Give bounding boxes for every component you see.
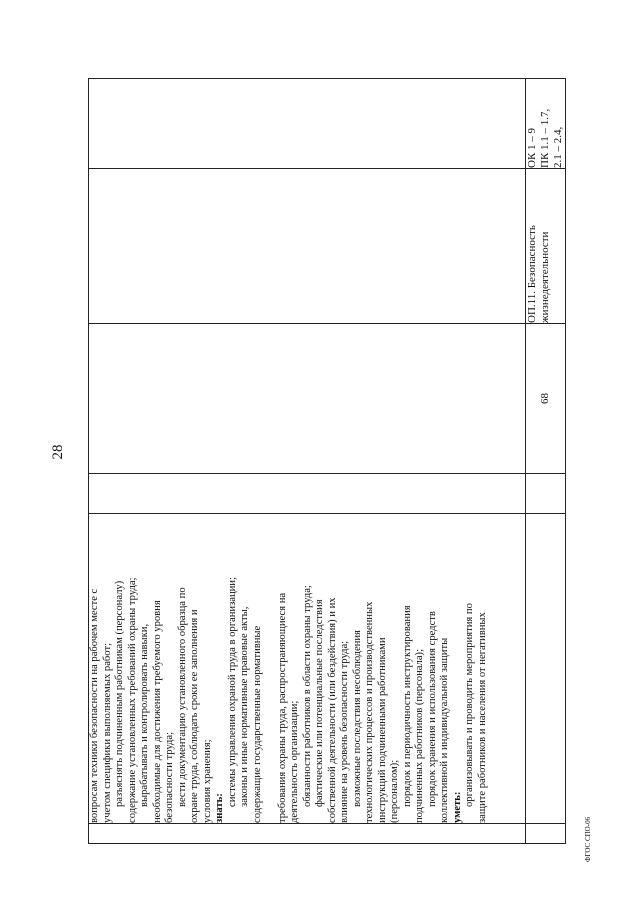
text-line: вести документацию установленного образца по	[176, 587, 188, 807]
text-line: системы управления охраной труда в организации;	[226, 577, 238, 807]
discipline-name: ОП.11. Безопасность жизнедеятельности	[526, 169, 566, 324]
text-line: охране труда, соблюдать сроки ее заполнения и	[189, 609, 200, 823]
index-cell	[89, 824, 526, 844]
max-load-cell	[89, 474, 526, 514]
text-line: инструкций подчиненными работниками	[376, 637, 388, 823]
text-line: необходимые для достижения требуемого уровня	[151, 600, 163, 823]
text-line: технологических процессов и производственных	[364, 601, 375, 823]
text-line: требования охраны труда, распространяющиеся на	[276, 592, 288, 823]
text-line: коллективной и индивидуальной защиты	[439, 637, 450, 823]
text-line: вырабатывать и контролировать навыки,	[139, 623, 150, 807]
section-heading: уметь:	[451, 791, 463, 823]
text-line: влияние на уровень безопасности труда;	[339, 640, 350, 823]
section-heading: знать:	[214, 793, 225, 823]
text-line: условия хранения;	[201, 739, 213, 823]
text-line: вопросам техники безопасности на рабочем месте с	[89, 588, 100, 823]
competencies-list	[526, 79, 566, 169]
text-line: обязанности работников в области охраны труда;	[301, 585, 313, 807]
text-line: фактические или потенциальные последствия	[314, 599, 325, 807]
text-line: организовывать и проводить мероприятия по	[464, 603, 475, 807]
requirements-cell	[89, 514, 526, 824]
text-line: порядок хранения и использования средств	[426, 611, 438, 807]
competency-line: 2.1 – 2.4,	[551, 126, 564, 168]
discipline-cell	[89, 169, 526, 324]
competency-line: ОК 1 – 9	[526, 127, 538, 168]
page-number: 28	[50, 444, 66, 460]
table-row	[89, 79, 526, 844]
text-line: содержание установленных требований охраны труда;	[126, 577, 138, 823]
text-line: деятельность организации;	[289, 700, 300, 823]
text-line: законы и иные нормативные правовые акты,	[239, 606, 250, 807]
text-line: разъяснять подчиненным работникам (персоналу)	[114, 580, 125, 807]
competencies-cell	[89, 79, 526, 169]
competency-line: ПК 1.1 – 1.7,	[538, 108, 551, 168]
hours-cell	[89, 324, 526, 474]
text-line: подчиненных работников (персонала);	[414, 648, 425, 823]
text-line: возможные последствия несоблюдения	[351, 630, 363, 807]
rotated-content	[40, 32, 600, 872]
text-line: (персоналом);	[389, 759, 400, 823]
text-line: собственной деятельности (или бездействия) и их	[326, 597, 338, 823]
hours-value: 68	[526, 324, 566, 474]
requirements-cell	[526, 514, 566, 824]
text-line: учетом специфики выполняемых работ;	[101, 642, 113, 823]
footer-code: ФГОС СПО-06	[584, 816, 592, 862]
text-line: содержащие государственные нормативные	[251, 625, 263, 823]
max-load-cell	[526, 474, 566, 514]
requirements-text	[89, 514, 489, 823]
text-line	[264, 514, 277, 823]
text-line: защите работников и населения от негативных	[476, 612, 488, 823]
curriculum-table	[88, 78, 566, 844]
index-cell	[526, 824, 566, 844]
text-line: порядок и периодичность инструктирования	[401, 605, 413, 807]
table-row	[526, 79, 566, 844]
text-line: безопасности труда;	[164, 731, 175, 823]
